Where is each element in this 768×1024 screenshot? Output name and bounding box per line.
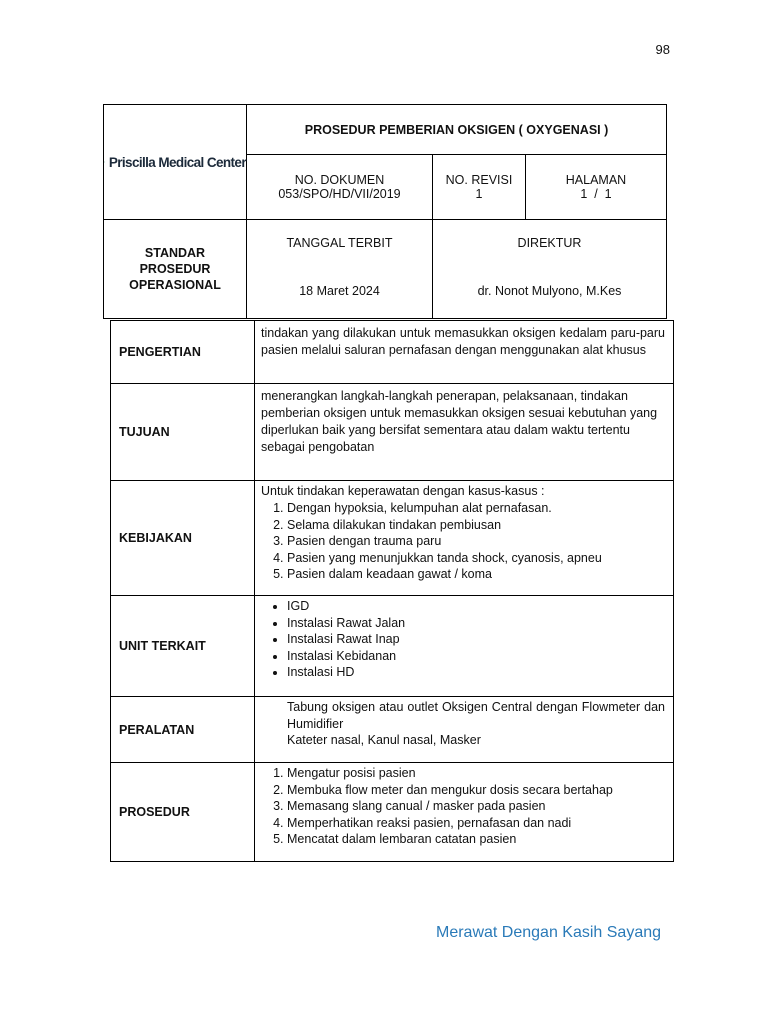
doc-number-cell [247,155,433,220]
tujuan-text: menerangkan langkah-langkah penerapan, pelaksanaan, tindakan pemberian oksigen untuk memasukkan oksigen sesuai kebutuhan yang diperlukan baik yang bersifat sementara atau dalam waktu tertentu sebagai pengobatan [261,389,658,454]
peralatan-label: PERALATAN [111,697,255,763]
page-value: 1 / 1 [580,187,612,201]
unit-list [261,598,665,681]
sop-label-line1: STANDAR [144,246,206,260]
sop-body-table [110,320,674,862]
revision-label: NO. REVISI [445,173,513,187]
revision-cell [433,155,526,220]
priscilla-logo-icon [104,144,105,180]
kebijakan-list [261,500,665,583]
sop-label-line2: PROSEDUR [139,262,211,276]
footer-slogan: Merawat Dengan Kasih Sayang [436,924,662,941]
director-cell [433,220,667,319]
pengertian-label: PENGERTIAN [111,321,255,384]
issue-date-cell [247,220,433,319]
sop-title: PROSEDUR PEMBERIAN OKSIGEN ( OXYGENASI ) [247,105,667,155]
list-item: 3. Memasang slang canual / masker pada pasien [287,798,665,815]
logo-text: Priscilla Medical Center [108,154,246,170]
page-label: HALAMAN [565,173,627,187]
list-item: 1. Mengatur posisi pasien [287,765,665,782]
peralatan-cell [255,697,674,763]
pengertian-cell [255,321,674,384]
list-item: • Instalasi Rawat Inap [287,631,665,648]
list-item: 2. Membuka flow meter dan mengukur dosis secara bertahap [287,782,665,799]
list-item: • Instalasi Rawat Jalan [287,615,665,632]
prosedur-list [261,765,665,848]
kebijakan-label: KEBIJAKAN [111,481,255,596]
sop-header-table [103,104,667,319]
list-item: 4. Memperhatikan reaksi pasien, pernafasan dan nadi [287,815,665,832]
doc-number-label: NO. DOKUMEN [294,173,385,187]
director-label: DIREKTUR [517,236,582,250]
prosedur-cell [255,763,674,862]
unit-label: UNIT TERKAIT [111,596,255,697]
list-item: • Instalasi Kebidanan [287,648,665,665]
prosedur-label: PROSEDUR [111,763,255,862]
unit-cell [255,596,674,697]
list-item: 5. Mencatat dalam lembaran catatan pasien [287,831,665,848]
logo [104,144,246,180]
director-name: dr. Nonot Mulyono, M.Kes [477,284,622,298]
issue-date-value: 18 Maret 2024 [299,284,380,298]
doc-number-value: 053/SPO/HD/VII/2019 [278,187,401,201]
peralatan-line1: Tabung oksigen atau outlet Oksigen Central dengan Flowmeter dan Humidifier [287,700,665,731]
list-item: 2. Selama dilakukan tindakan pembiusan [287,517,665,534]
tujuan-cell [255,384,674,481]
list-item: 5. Pasien dalam keadaan gawat / koma [287,566,665,583]
list-item: 4. Pasien yang menunjukkan tanda shock, cyanosis, apneu [287,550,665,567]
page-number: 98 [655,42,670,57]
logo-cell [104,105,247,220]
sop-label-cell [104,220,247,319]
sop-label-line3: OPERASIONAL [129,278,221,292]
peralatan-line2: Kateter nasal, Kanul nasal, Masker [287,733,481,747]
kebijakan-cell [255,481,674,596]
tujuan-label: TUJUAN [111,384,255,481]
list-item: • Instalasi HD [287,664,665,681]
pengertian-text: tindakan yang dilakukan untuk memasukkan oksigen kedalam paru-paru pasien melalui saluran pernafasan dengan menggunakan alat khusus [261,326,665,357]
issue-date-label: TANGGAL TERBIT [286,236,393,250]
list-item: 3. Pasien dengan trauma paru [287,533,665,550]
kebijakan-intro: Untuk tindakan keperawatan dengan kasus-kasus : [261,484,545,498]
revision-value: 1 [475,187,483,201]
page-cell [526,155,667,220]
list-item: • IGD [287,598,665,615]
list-item: 1. Dengan hypoksia, kelumpuhan alat pernafasan. [287,500,665,517]
